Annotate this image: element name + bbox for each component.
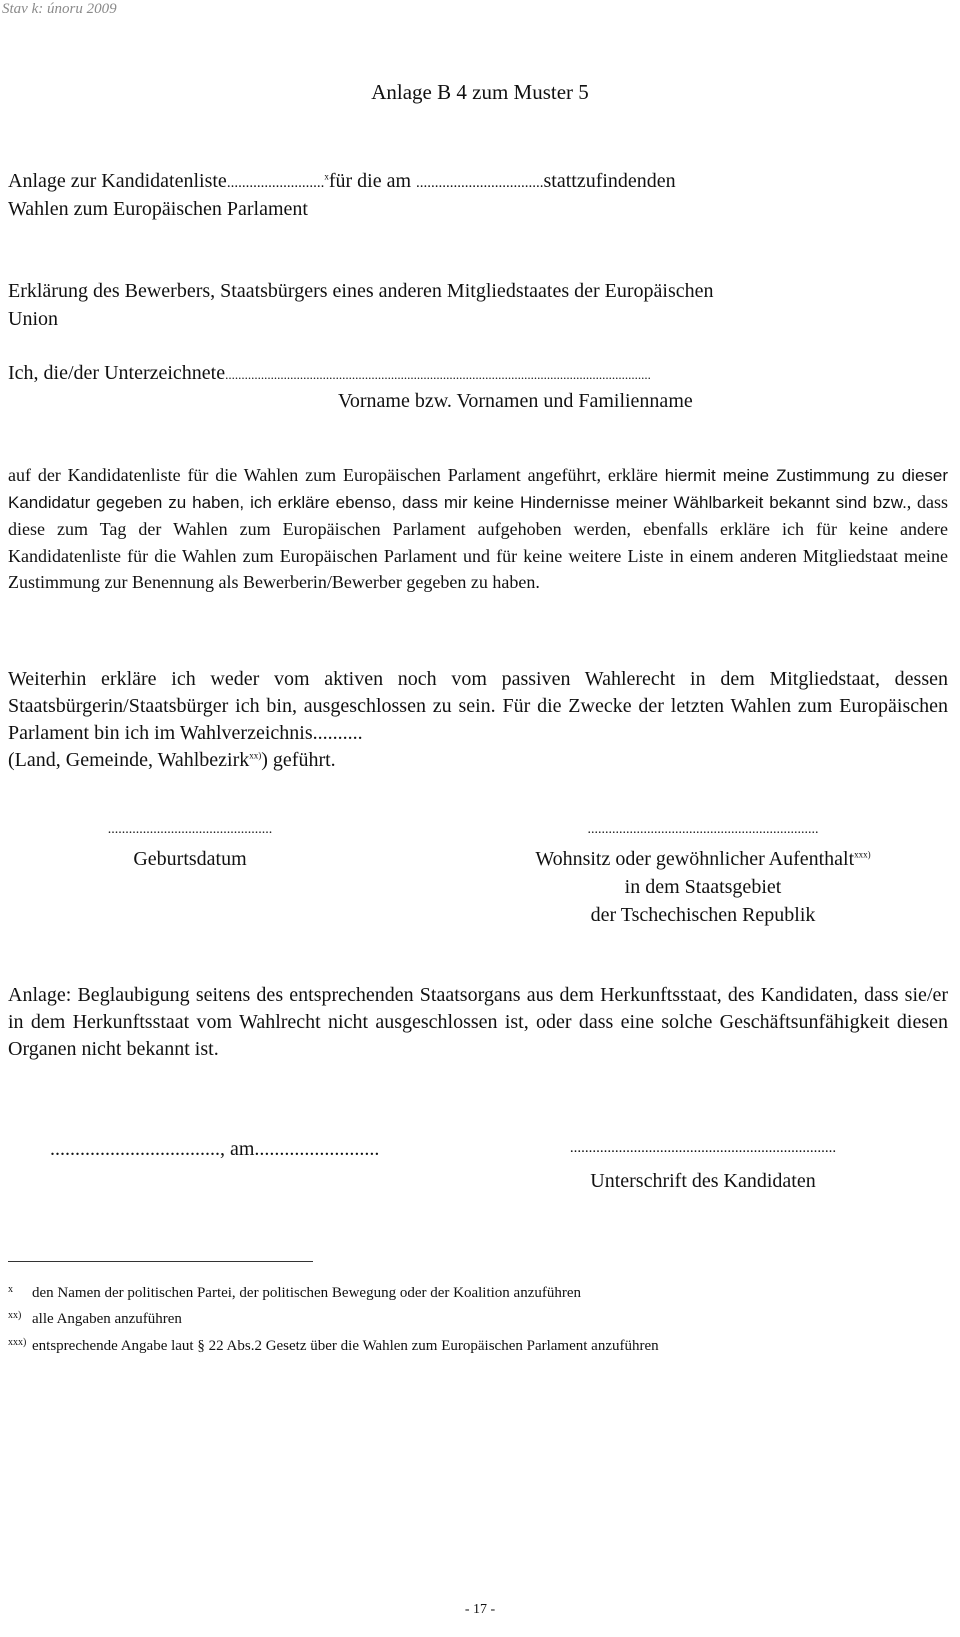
footnote-2-mark: xx) <box>8 1310 22 1321</box>
residence-label-text: Wohnsitz oder gewöhnlicher Aufenthalt <box>535 848 855 870</box>
birthdate-label: Geburtsdatum <box>133 848 247 870</box>
date-dots: .................................. <box>416 175 544 191</box>
voting-right-paragraph <box>8 666 948 774</box>
declaration-text-serif: auf der Kandidatenliste für die Wahlen zum Europäischen Parlament angeführt, erkläre <box>8 465 658 485</box>
declaration-paragraph <box>8 462 948 595</box>
footnote-2-text: alle Angaben anzuführen <box>32 1311 182 1327</box>
election-name: Wahlen zum Europäischen Parlament <box>8 198 308 220</box>
list-label: Anlage zur Kandidatenliste <box>8 170 227 192</box>
footnote-3-mark: xxx) <box>8 1337 27 1348</box>
residence-dots: .................................................................. <box>587 822 819 837</box>
footnote-mark-xxx: xxx) <box>854 849 871 860</box>
footnote-2 <box>8 1306 182 1329</box>
page-title: Anlage B 4 zum Muster 5 <box>371 80 589 104</box>
attachment-paragraph: Anlage: Beglaubigung seitens des entsprechenden Staatsorgans aus dem Herkunftsstaat, des Kandidaten, dass sie/er in dem Herkunftsstaat vom Wahlrecht nicht ausgeschlossen ist, oder dass eine solche Geschäftsunfähigkeit diesen Organen nicht bekannt ist. <box>8 984 948 1060</box>
list-name-dots: .......................... <box>226 175 325 191</box>
footnote-3-text: entsprechende Angabe laut § 22 Abs.2 Gesetz über die Wahlen zum Europäischen Parlament anzuführen <box>32 1338 659 1354</box>
date-label: für die am <box>328 170 411 192</box>
declaration-heading-line1: Erklärung des Bewerbers, Staatsbürgers eines anderen Mitgliedstaates der Europäischen <box>8 280 714 302</box>
declaration-text-sans: hiermit meine Zustimmung zu dieser Kandidatur gegeben zu haben, ich erkläre ebenso, dass mir keine Hindernisse meiner Wählbarkeit bekannt sind bzw. <box>8 466 949 513</box>
signer-dots: ................................................................................................................................... <box>225 367 651 382</box>
voting-right-text: Weiterhin erkläre ich weder vom aktiven noch vom passiven Wahlerecht in dem Mitgliedstaat, dessen Staatsbürgerin/Staatsbürger ich bin, ausgeschlossen zu sein. Für die Zwecke der letzten Wahlen zum Europäischen Parlament bin ich im Wahlverzeichnis.......... <box>8 668 948 744</box>
place-date-line: .................................., am......................... <box>50 1138 380 1160</box>
register-text: (Land, Gemeinde, Wahlbezirk <box>8 749 250 771</box>
signature-dots: ....................................................................... <box>569 1140 837 1156</box>
residence-line3: der Tschechischen Republik <box>590 904 816 926</box>
signer-label: Ich, die/der Unterzeichnete <box>8 362 226 384</box>
residence-label <box>478 844 928 874</box>
signer-caption: Vorname bzw. Vornamen und Familienname <box>338 390 693 412</box>
signature-label: Unterschrift des Kandidaten <box>590 1170 816 1192</box>
declaration-heading-line2: Union <box>8 308 58 330</box>
footnote-1-mark: x <box>8 1284 13 1295</box>
footnote-1 <box>8 1280 581 1303</box>
residence-line2: in dem Staatsgebiet <box>624 876 782 898</box>
election-suffix: stattzufindenden <box>543 170 676 192</box>
declaration-text-rest: , dass diese zum Tag der Wahlen zum Europäischen Parlament aufgehoben werden, ebenfalls erkläre ich für keine andere Kandidatenliste für die Wahlen zum Europäischen Parlament und für keine weitere Liste in einem anderen Mitgliedstaat meine Zustimmung zur Benennung als Bewerberin/Bewerber gegeben zu haben. <box>8 492 948 592</box>
footnote-3 <box>8 1333 659 1356</box>
birthdate-dots: ............................................... <box>107 822 273 837</box>
status-date: Stav k: únoru 2009 <box>2 1 117 17</box>
footnote-1-text: den Namen der politischen Partei, der politischen Bewegung oder der Koalition anzuführen <box>32 1285 581 1301</box>
footnote-mark-x: x <box>324 171 329 182</box>
footnote-mark-xx: xx) <box>249 750 262 761</box>
page-number: - 17 - <box>464 1602 496 1617</box>
footnote-divider <box>8 1261 313 1262</box>
register-tail: ) geführt. <box>261 749 336 771</box>
